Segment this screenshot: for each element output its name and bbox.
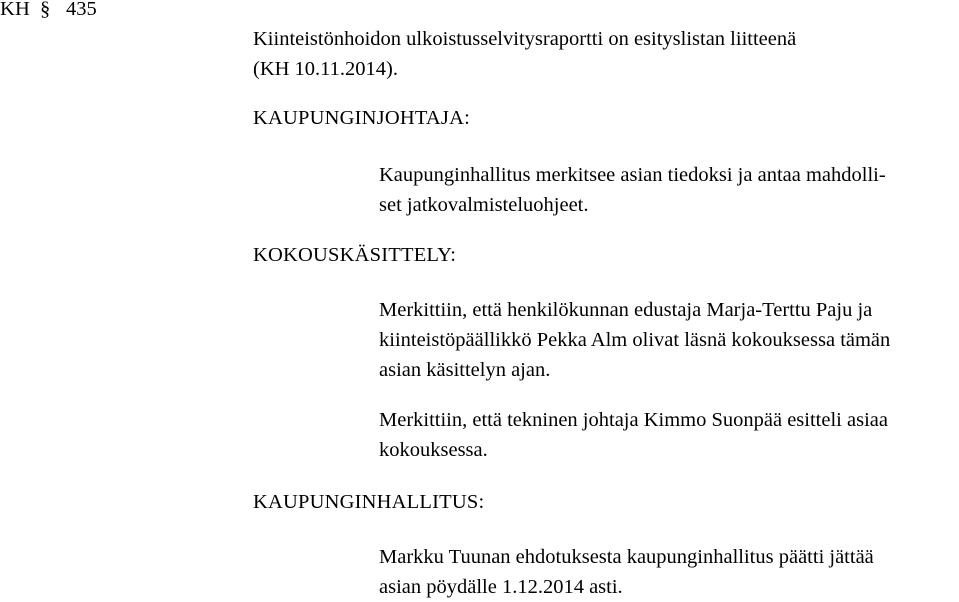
kokouskasittely-p1-line-3: asian käsittelyn ajan. [379, 359, 551, 381]
intro-line-1: Kiinteistönhoidon ulkoistusselvitysraportti on esityslistan liitteenä [253, 28, 797, 50]
kokouskasittely-p1-line-2: kiinteistöpäällikkö Pekka Alm olivat läsnä kokouksessa tämän [379, 329, 891, 351]
intro-paragraph [253, 24, 796, 84]
kaupunginjohtaja-heading: KAUPUNGINJOHTAJA: [253, 107, 471, 129]
kokouskasittely-p2-line-1: Merkittiin, että tekninen johtaja Kimmo Suonpää esitteli asiaa [379, 409, 888, 431]
kokouskasittely-paragraph-2 [379, 405, 888, 465]
section-mark: § [40, 0, 51, 20]
intro-line-2: (KH 10.11.2014). [253, 58, 399, 80]
kaupunginhallitus-decision [379, 542, 874, 602]
kh-label: KH [0, 0, 31, 20]
kaupunginjohtaja-line-2: set jatkovalmisteluohjeet. [379, 194, 589, 216]
section-number: 435 [66, 0, 97, 20]
kaupunginjohtaja-line-1: Kaupunginhallitus merkitsee asian tiedoksi ja antaa mahdolli- [379, 164, 886, 186]
kokouskasittely-p2-line-2: kokouksessa. [379, 439, 488, 461]
kokouskasittely-p1-line-1: Merkittiin, että henkilökunnan edustaja Marja-Terttu Paju ja [379, 299, 873, 321]
kaupunginhallitus-line-2: asian pöydälle 1.12.2014 asti. [379, 576, 623, 598]
kaupunginhallitus-heading: KAUPUNGINHALLITUS: [253, 491, 485, 513]
kokouskasittely-paragraph-1 [379, 295, 890, 385]
kaupunginhallitus-line-1: Markku Tuunan ehdotuksesta kaupunginhallitus päätti jättää [379, 546, 874, 568]
kokouskasittely-heading: KOKOUSKÄSITTELY: [253, 244, 457, 266]
kaupunginjohtaja-proposal [379, 160, 886, 220]
